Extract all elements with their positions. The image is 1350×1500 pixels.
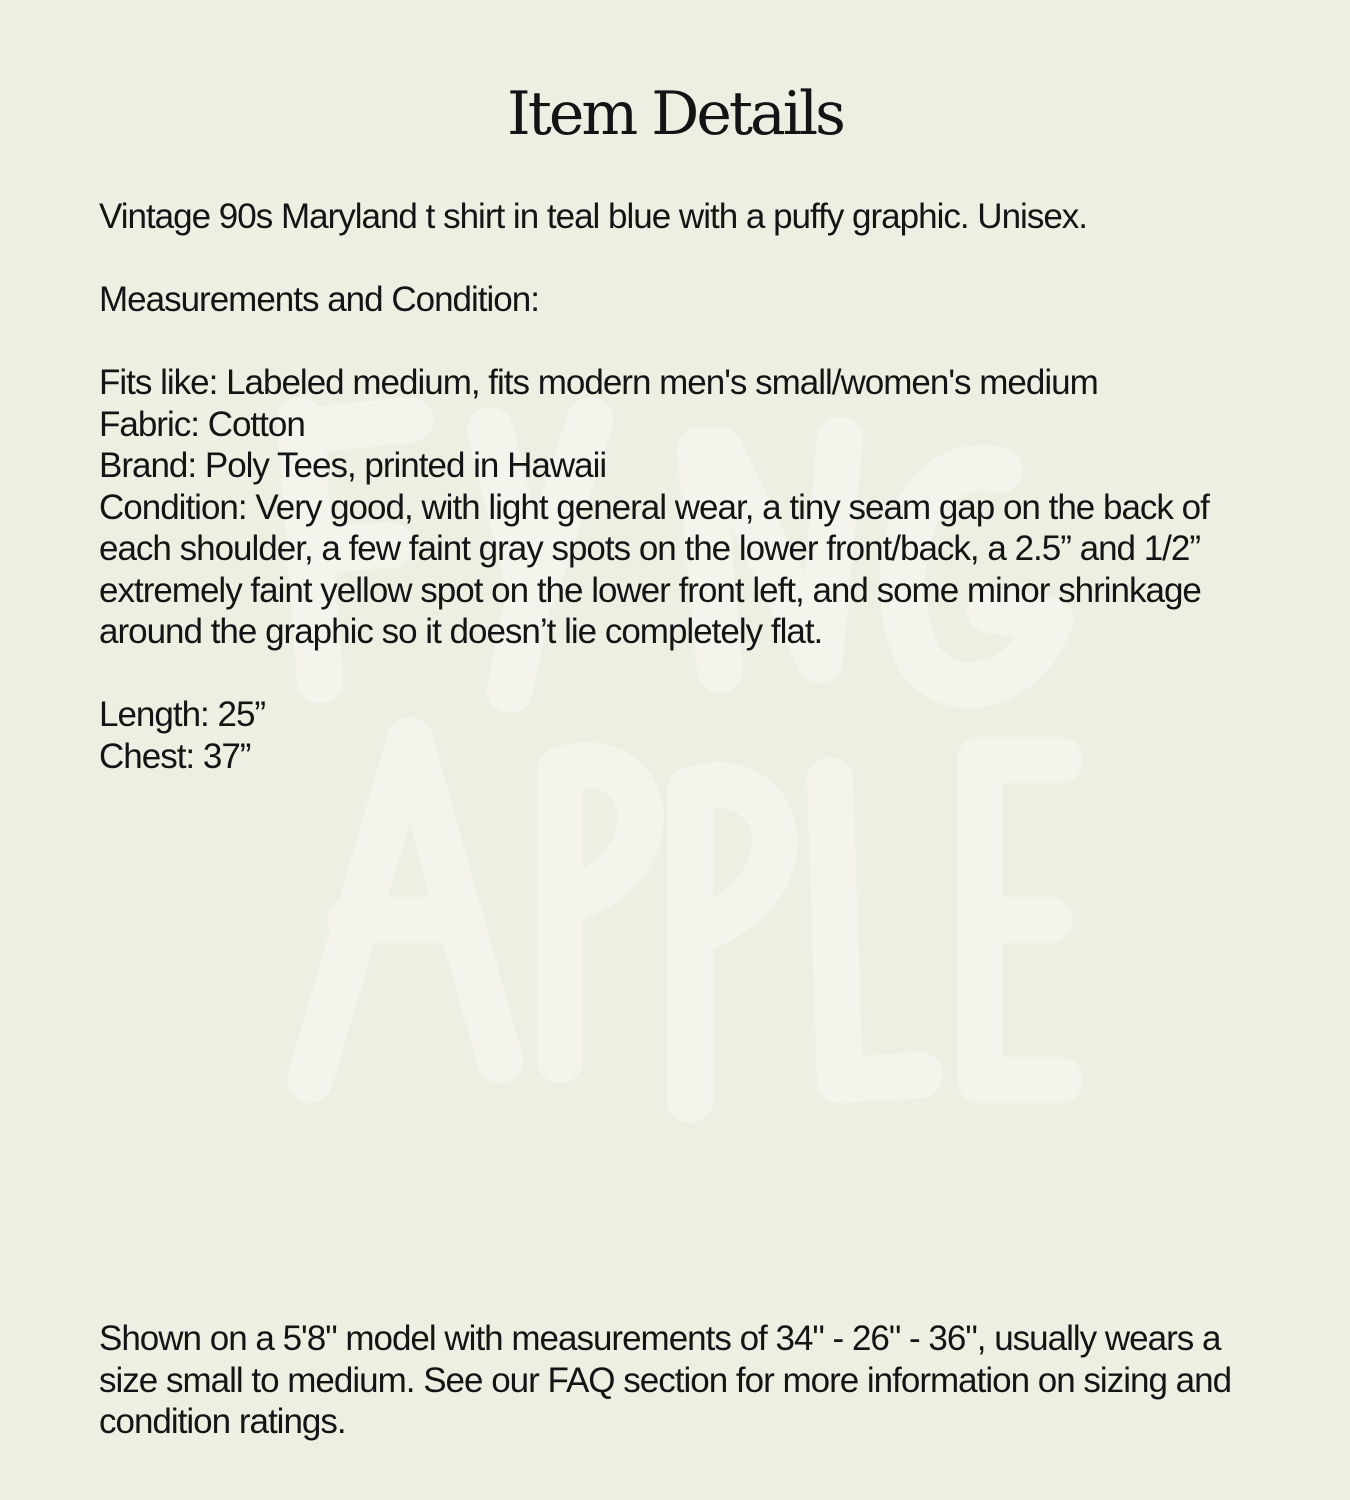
model-note-text: Shown on a 5'8" model with measurements of 34" - 26" - 36", usually wears a size small to medium. See our FAQ section for more information on sizing and condition ratings. (99, 1319, 1232, 1441)
fits-like-line: Fits like: Labeled medium, fits modern men's small/women's medium (99, 363, 1098, 402)
chest-line: Chest: 37” (99, 736, 251, 776)
length-line: Length: 25” (99, 695, 266, 734)
spacer (99, 321, 1259, 363)
item-description (99, 196, 1259, 777)
fabric-line: Fabric: Cotton (99, 404, 305, 444)
measurements-heading: Measurements and Condition: (99, 280, 539, 319)
condition-line: Condition: Very good, with light general wear, a tiny seam gap on the back of each shoulder, a few faint gray spots on the lower front/back, a 2.5” and 1/2” extremely faint yellow spot on the lower front left, and some minor shrinkage around the graphic so it doesn’t lie completely flat. (99, 487, 1209, 651)
brand-line: Brand: Poly Tees, printed in Hawaii (99, 446, 607, 485)
spacer (99, 238, 1259, 280)
model-note (99, 1318, 1259, 1443)
spacer (99, 653, 1259, 695)
page-title: Item Details (507, 79, 843, 149)
description-intro: Vintage 90s Maryland t shirt in teal blue with a puffy graphic. Unisex. (99, 197, 1088, 236)
